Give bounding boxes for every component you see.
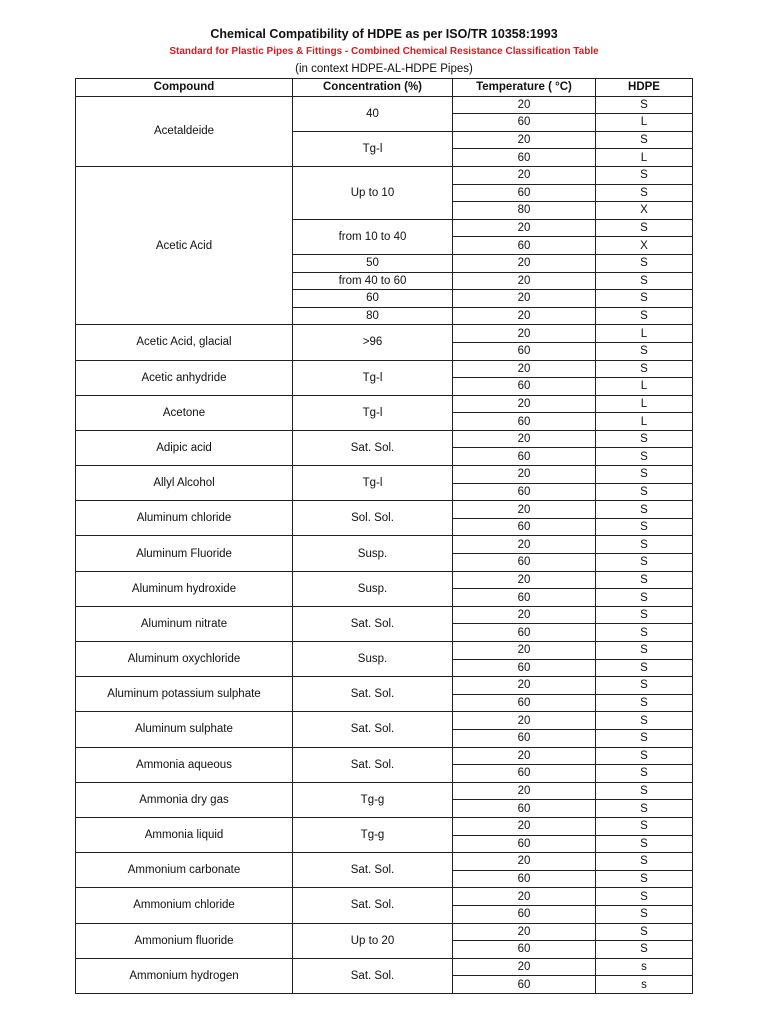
temperature-cell: 20 (453, 712, 596, 730)
hdpe-rating-cell: S (596, 765, 693, 783)
temperature-cell: 60 (453, 765, 596, 783)
compound-cell: Aluminum chloride (76, 501, 293, 536)
concentration-cell: 40 (293, 96, 453, 131)
temperature-cell: 60 (453, 114, 596, 132)
concentration-cell: Tg-l (293, 131, 453, 166)
temperature-cell: 20 (453, 254, 596, 272)
hdpe-rating-cell: S (596, 219, 693, 237)
temperature-cell: 60 (453, 483, 596, 501)
temperature-cell: 20 (453, 360, 596, 378)
hdpe-rating-cell: S (596, 835, 693, 853)
concentration-cell: from 40 to 60 (293, 272, 453, 290)
temperature-cell: 60 (453, 870, 596, 888)
temperature-cell: 20 (453, 272, 596, 290)
temperature-cell: 60 (453, 518, 596, 536)
compound-cell: Acetone (76, 395, 293, 430)
temperature-cell: 60 (453, 905, 596, 923)
compound-cell: Aluminum hydroxide (76, 571, 293, 606)
hdpe-rating-cell: S (596, 888, 693, 906)
compound-cell: Ammonia liquid (76, 817, 293, 852)
temperature-cell: 60 (453, 835, 596, 853)
hdpe-rating-cell: S (596, 712, 693, 730)
hdpe-rating-cell: L (596, 413, 693, 431)
hdpe-rating-cell: S (596, 342, 693, 360)
temperature-cell: 60 (453, 448, 596, 466)
hdpe-rating-cell: L (596, 114, 693, 132)
table-row (76, 430, 693, 448)
compound-cell: Ammonium hydrogen (76, 958, 293, 993)
hdpe-rating-cell: s (596, 976, 693, 994)
column-header-compound: Compound (76, 79, 293, 97)
compound-cell: Acetic Acid (76, 166, 293, 324)
table-row (76, 466, 693, 484)
hdpe-rating-cell: S (596, 571, 693, 589)
concentration-cell: Up to 20 (293, 923, 453, 958)
compound-cell: Ammonium fluoride (76, 923, 293, 958)
temperature-cell: 20 (453, 853, 596, 871)
temperature-cell: 60 (453, 149, 596, 167)
hdpe-rating-cell: S (596, 729, 693, 747)
concentration-cell: 80 (293, 307, 453, 325)
temperature-cell: 60 (453, 800, 596, 818)
table-row (76, 923, 693, 941)
temperature-cell: 20 (453, 325, 596, 343)
temperature-cell: 60 (453, 413, 596, 431)
hdpe-rating-cell: S (596, 518, 693, 536)
temperature-cell: 20 (453, 131, 596, 149)
hdpe-rating-cell: S (596, 483, 693, 501)
hdpe-rating-cell: S (596, 747, 693, 765)
hdpe-rating-cell: S (596, 131, 693, 149)
compound-cell: Ammonium chloride (76, 888, 293, 923)
temperature-cell: 20 (453, 219, 596, 237)
concentration-cell: Sol. Sol. (293, 501, 453, 536)
concentration-cell: Sat. Sol. (293, 677, 453, 712)
table-row (76, 571, 693, 589)
hdpe-rating-cell: L (596, 325, 693, 343)
compatibility-table (75, 78, 693, 994)
concentration-cell: Sat. Sol. (293, 888, 453, 923)
compound-cell: Aluminum Fluoride (76, 536, 293, 571)
hdpe-rating-cell: X (596, 237, 693, 255)
temperature-cell: 20 (453, 642, 596, 660)
concentration-cell: Up to 10 (293, 166, 453, 219)
hdpe-rating-cell: S (596, 800, 693, 818)
concentration-cell: Tg-l (293, 360, 453, 395)
table-row (76, 958, 693, 976)
temperature-cell: 60 (453, 554, 596, 572)
temperature-cell: 20 (453, 466, 596, 484)
hdpe-rating-cell: S (596, 290, 693, 308)
temperature-cell: 60 (453, 624, 596, 642)
temperature-cell: 60 (453, 659, 596, 677)
temperature-cell: 60 (453, 694, 596, 712)
compound-cell: Acetic Acid, glacial (76, 325, 293, 360)
table-row (76, 536, 693, 554)
table-header-row (76, 79, 693, 97)
hdpe-rating-cell: S (596, 870, 693, 888)
concentration-cell: 50 (293, 254, 453, 272)
temperature-cell: 20 (453, 747, 596, 765)
hdpe-rating-cell: L (596, 395, 693, 413)
temperature-cell: 20 (453, 923, 596, 941)
hdpe-rating-cell: L (596, 378, 693, 396)
hdpe-rating-cell: S (596, 853, 693, 871)
concentration-cell: from 10 to 40 (293, 219, 453, 254)
table-row (76, 817, 693, 835)
column-header-hdpe: HDPE (596, 79, 693, 97)
table-row (76, 642, 693, 660)
temperature-cell: 60 (453, 941, 596, 959)
hdpe-rating-cell: S (596, 677, 693, 695)
temperature-cell: 60 (453, 378, 596, 396)
document-title: Chemical Compatibility of HDPE as per ISO/TR 10358:1993 (210, 27, 558, 41)
temperature-cell: 20 (453, 96, 596, 114)
hdpe-rating-cell: S (596, 554, 693, 572)
table-row (76, 325, 693, 343)
concentration-cell: Tg-g (293, 817, 453, 852)
compound-cell: Adipic acid (76, 430, 293, 465)
concentration-cell: Sat. Sol. (293, 958, 453, 993)
compound-cell: Aluminum sulphate (76, 712, 293, 747)
temperature-cell: 20 (453, 958, 596, 976)
table-row (76, 853, 693, 871)
hdpe-rating-cell: S (596, 606, 693, 624)
column-header-concentration: Concentration (%) (293, 79, 453, 97)
table-row (76, 712, 693, 730)
hdpe-rating-cell: S (596, 694, 693, 712)
hdpe-rating-cell: S (596, 272, 693, 290)
table-row (76, 677, 693, 695)
hdpe-rating-cell: S (596, 466, 693, 484)
hdpe-rating-cell: S (596, 941, 693, 959)
hdpe-rating-cell: S (596, 642, 693, 660)
table-row (76, 501, 693, 519)
document-context-note: (in context HDPE-AL-HDPE Pipes) (295, 63, 473, 75)
temperature-cell: 20 (453, 888, 596, 906)
compound-cell: Acetic anhydride (76, 360, 293, 395)
concentration-cell: Tg-l (293, 395, 453, 430)
temperature-cell: 20 (453, 501, 596, 519)
table-row (76, 747, 693, 765)
compound-cell: Aluminum oxychloride (76, 642, 293, 677)
temperature-cell: 60 (453, 729, 596, 747)
temperature-cell: 20 (453, 290, 596, 308)
temperature-cell: 20 (453, 606, 596, 624)
hdpe-rating-cell: S (596, 360, 693, 378)
temperature-cell: 20 (453, 817, 596, 835)
compound-cell: Ammonia dry gas (76, 782, 293, 817)
compound-cell: Allyl Alcohol (76, 466, 293, 501)
table-row (76, 395, 693, 413)
temperature-cell: 20 (453, 430, 596, 448)
hdpe-rating-cell: S (596, 817, 693, 835)
hdpe-rating-cell: S (596, 448, 693, 466)
table-body (76, 96, 693, 993)
compound-cell: Acetaldeide (76, 96, 293, 166)
temperature-cell: 80 (453, 202, 596, 220)
concentration-cell: Tg-l (293, 466, 453, 501)
table-row (76, 888, 693, 906)
concentration-cell: 60 (293, 290, 453, 308)
temperature-cell: 60 (453, 589, 596, 607)
concentration-cell: Sat. Sol. (293, 712, 453, 747)
hdpe-rating-cell: S (596, 430, 693, 448)
hdpe-rating-cell: S (596, 782, 693, 800)
temperature-cell: 20 (453, 782, 596, 800)
hdpe-rating-cell: S (596, 166, 693, 184)
concentration-cell: >96 (293, 325, 453, 360)
compound-cell: Ammonia aqueous (76, 747, 293, 782)
hdpe-rating-cell: S (596, 254, 693, 272)
temperature-cell: 20 (453, 307, 596, 325)
temperature-cell: 20 (453, 571, 596, 589)
compound-cell: Aluminum nitrate (76, 606, 293, 641)
concentration-cell: Sat. Sol. (293, 853, 453, 888)
temperature-cell: 60 (453, 184, 596, 202)
temperature-cell: 20 (453, 677, 596, 695)
temperature-cell: 20 (453, 395, 596, 413)
concentration-cell: Susp. (293, 642, 453, 677)
hdpe-rating-cell: S (596, 923, 693, 941)
compound-cell: Ammonium carbonate (76, 853, 293, 888)
concentration-cell: Susp. (293, 571, 453, 606)
compound-cell: Aluminum potassium sulphate (76, 677, 293, 712)
table-row (76, 96, 693, 114)
concentration-cell: Sat. Sol. (293, 430, 453, 465)
column-header-temperature: Temperature ( °C) (453, 79, 596, 97)
temperature-cell: 60 (453, 976, 596, 994)
concentration-cell: Tg-g (293, 782, 453, 817)
hdpe-rating-cell: S (596, 624, 693, 642)
table-row (76, 606, 693, 624)
temperature-cell: 60 (453, 237, 596, 255)
concentration-cell: Sat. Sol. (293, 606, 453, 641)
hdpe-rating-cell: s (596, 958, 693, 976)
concentration-cell: Susp. (293, 536, 453, 571)
hdpe-rating-cell: S (596, 307, 693, 325)
temperature-cell: 60 (453, 342, 596, 360)
hdpe-rating-cell: L (596, 149, 693, 167)
table-row (76, 360, 693, 378)
table-row (76, 782, 693, 800)
concentration-cell: Sat. Sol. (293, 747, 453, 782)
hdpe-rating-cell: S (596, 589, 693, 607)
hdpe-rating-cell: S (596, 501, 693, 519)
hdpe-rating-cell: S (596, 905, 693, 923)
temperature-cell: 20 (453, 536, 596, 554)
hdpe-rating-cell: S (596, 96, 693, 114)
hdpe-rating-cell: X (596, 202, 693, 220)
hdpe-rating-cell: S (596, 659, 693, 677)
table-row (76, 166, 693, 184)
hdpe-rating-cell: S (596, 536, 693, 554)
temperature-cell: 20 (453, 166, 596, 184)
document-subtitle: Standard for Plastic Pipes & Fittings - Combined Chemical Resistance Classification Table (169, 46, 599, 57)
hdpe-rating-cell: S (596, 184, 693, 202)
